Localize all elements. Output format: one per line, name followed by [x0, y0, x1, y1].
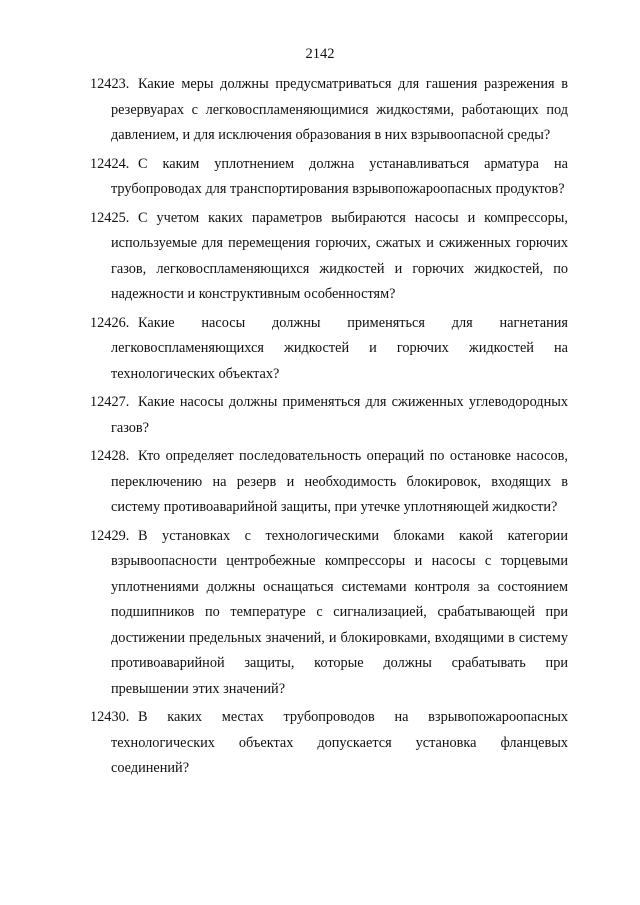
question-item	[90, 152, 568, 203]
question-number: 12430.	[90, 709, 130, 725]
question-item	[90, 705, 568, 782]
question-list	[90, 72, 568, 785]
question-text: В установках с технологическими блоками какой категории взрывоопасности центробежные компрессоры и насосы с торцевыми уплотнениями должны оснащаться системами контроля за состоянием подшипников по температуре с сигнализацией, срабатывающей при достижении предельных значений, и блокировками, входящими в систему противоаварийной защиты, которые должны срабатывать при превышении этих значений?	[111, 527, 568, 697]
question-text: В каких местах трубопроводов на взрывопожароопасных технологических объектах допускается установка фланцевых соединений?	[111, 709, 568, 776]
question-item	[90, 524, 568, 703]
question-text: С каким уплотнением должна устанавливаться арматура на трубопроводах для транспортирования взрывопожароопасных продуктов?	[111, 155, 568, 197]
question-item	[90, 444, 568, 521]
question-number: 12425.	[90, 209, 130, 226]
question-text: Кто определяет последовательность операций по остановке насосов, переключению на резерв и необходимость блокировок, входящих в систему противоаварийной защиты, при утечке уплотняющей жидкости?	[111, 448, 568, 515]
question-item	[90, 206, 568, 308]
question-item	[90, 311, 568, 388]
question-item	[90, 390, 568, 441]
question-text: Какие насосы должны применяться для сжиженных углеводородных газов?	[111, 394, 568, 436]
question-text: Какие меры должны предусматриваться для гашения разрежения в резервуарах с легковоспламеняющимися жидкостями, работающих под давлением, и для исключения образования в них взрывоопасной среды?	[111, 76, 568, 143]
question-number: 12426.	[90, 314, 130, 331]
question-number: 12429.	[90, 527, 130, 544]
page-number: 2142	[305, 46, 335, 62]
question-number: 12428.	[90, 448, 130, 464]
question-text: С учетом каких параметров выбираются насосы и компрессоры, используемые для перемещения горючих, сжатых и сжиженных горючих газов, легковоспламеняющихся жидкостей и горючих жидкостей, по надежности и конструктивным особенностям?	[111, 209, 568, 302]
question-text: Какие насосы должны применяться для нагнетания легковоспламеняющихся жидкостей и горючих жидкостей на технологических объектах?	[111, 314, 568, 382]
question-number: 12423.	[90, 76, 130, 92]
question-number: 12427.	[90, 394, 130, 410]
question-item	[90, 72, 568, 149]
question-number: 12424.	[90, 155, 130, 172]
